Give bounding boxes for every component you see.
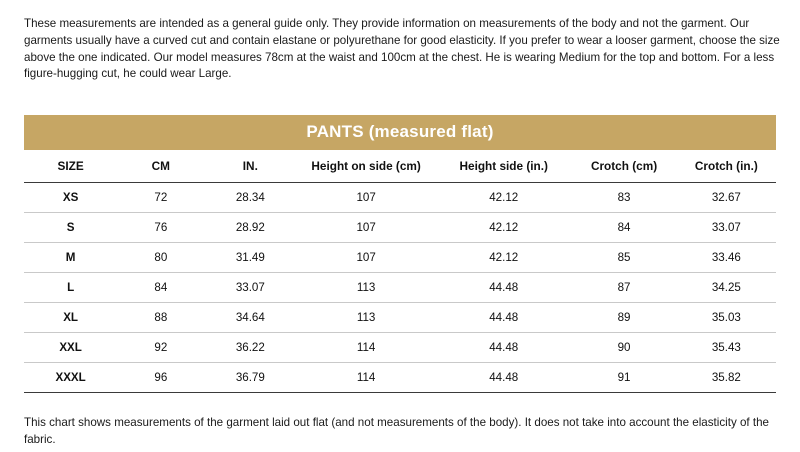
pants-size-table bbox=[24, 115, 776, 393]
size-chart-table-wrap bbox=[24, 115, 776, 393]
cell-crotch-in: 32.67 bbox=[677, 183, 776, 213]
cell-cm: 76 bbox=[117, 213, 204, 243]
cell-in: 33.07 bbox=[204, 273, 296, 303]
cell-height-side-cm: 113 bbox=[296, 303, 436, 333]
cell-crotch-in: 35.43 bbox=[677, 333, 776, 363]
cell-crotch-in: 33.07 bbox=[677, 213, 776, 243]
table-row bbox=[24, 273, 776, 303]
cell-in: 28.34 bbox=[204, 183, 296, 213]
cell-in: 36.79 bbox=[204, 363, 296, 393]
column-header-height-side-cm: Height on side (cm) bbox=[296, 150, 436, 183]
cell-cm: 92 bbox=[117, 333, 204, 363]
column-header-size: SIZE bbox=[24, 150, 117, 183]
table-row bbox=[24, 243, 776, 273]
cell-size: XL bbox=[24, 303, 117, 333]
cell-in: 34.64 bbox=[204, 303, 296, 333]
cell-height-side-in: 42.12 bbox=[436, 213, 571, 243]
cell-height-side-in: 44.48 bbox=[436, 363, 571, 393]
cell-height-side-cm: 114 bbox=[296, 363, 436, 393]
cell-crotch-in: 35.03 bbox=[677, 303, 776, 333]
table-row bbox=[24, 363, 776, 393]
table-row bbox=[24, 183, 776, 213]
table-caption: PANTS (measured flat) bbox=[24, 115, 776, 150]
cell-height-side-cm: 114 bbox=[296, 333, 436, 363]
cell-crotch-in: 33.46 bbox=[677, 243, 776, 273]
cell-size: XXL bbox=[24, 333, 117, 363]
cell-height-side-cm: 107 bbox=[296, 183, 436, 213]
cell-size: S bbox=[24, 213, 117, 243]
cell-height-side-cm: 113 bbox=[296, 273, 436, 303]
cell-crotch-cm: 84 bbox=[571, 213, 676, 243]
column-header-crotch-in: Crotch (in.) bbox=[677, 150, 776, 183]
cell-crotch-cm: 89 bbox=[571, 303, 676, 333]
table-row bbox=[24, 333, 776, 363]
cell-cm: 88 bbox=[117, 303, 204, 333]
cell-height-side-in: 44.48 bbox=[436, 273, 571, 303]
cell-height-side-cm: 107 bbox=[296, 243, 436, 273]
cell-height-side-in: 44.48 bbox=[436, 333, 571, 363]
cell-cm: 84 bbox=[117, 273, 204, 303]
column-header-crotch-cm: Crotch (cm) bbox=[571, 150, 676, 183]
cell-crotch-in: 34.25 bbox=[677, 273, 776, 303]
cell-crotch-cm: 83 bbox=[571, 183, 676, 213]
column-header-height-side-in: Height side (in.) bbox=[436, 150, 571, 183]
cell-cm: 96 bbox=[117, 363, 204, 393]
cell-size: M bbox=[24, 243, 117, 273]
cell-crotch-in: 35.82 bbox=[677, 363, 776, 393]
footnote-paragraph: This chart shows measurements of the garment laid out flat (and not measurements of the body). It does not take into account the elasticity of the fabric. bbox=[24, 416, 769, 446]
cell-crotch-cm: 90 bbox=[571, 333, 676, 363]
cell-in: 31.49 bbox=[204, 243, 296, 273]
cell-height-side-in: 42.12 bbox=[436, 183, 571, 213]
table-row bbox=[24, 213, 776, 243]
table-header-row bbox=[24, 150, 776, 183]
cell-cm: 72 bbox=[117, 183, 204, 213]
cell-in: 28.92 bbox=[204, 213, 296, 243]
cell-in: 36.22 bbox=[204, 333, 296, 363]
cell-height-side-cm: 107 bbox=[296, 213, 436, 243]
cell-size: L bbox=[24, 273, 117, 303]
cell-size: XS bbox=[24, 183, 117, 213]
cell-cm: 80 bbox=[117, 243, 204, 273]
table-row bbox=[24, 303, 776, 333]
column-header-cm: CM bbox=[117, 150, 204, 183]
cell-size: XXXL bbox=[24, 363, 117, 393]
cell-crotch-cm: 91 bbox=[571, 363, 676, 393]
intro-paragraph: These measurements are intended as a general guide only. They provide information on measurements of the body and not the garment. Our garments usually have a curved cut and contain elastane or polyurethane for good elasticity. If you prefer to wear a looser garment, choose the size above the one indicated. Our model measures 78cm at the waist and 100cm at the chest. He is wearing Medium for the top and bottom. For a less figure-hugging cut, he could wear Large. bbox=[24, 17, 780, 81]
cell-height-side-in: 42.12 bbox=[436, 243, 571, 273]
cell-crotch-cm: 85 bbox=[571, 243, 676, 273]
cell-height-side-in: 44.48 bbox=[436, 303, 571, 333]
cell-crotch-cm: 87 bbox=[571, 273, 676, 303]
column-header-in: IN. bbox=[204, 150, 296, 183]
